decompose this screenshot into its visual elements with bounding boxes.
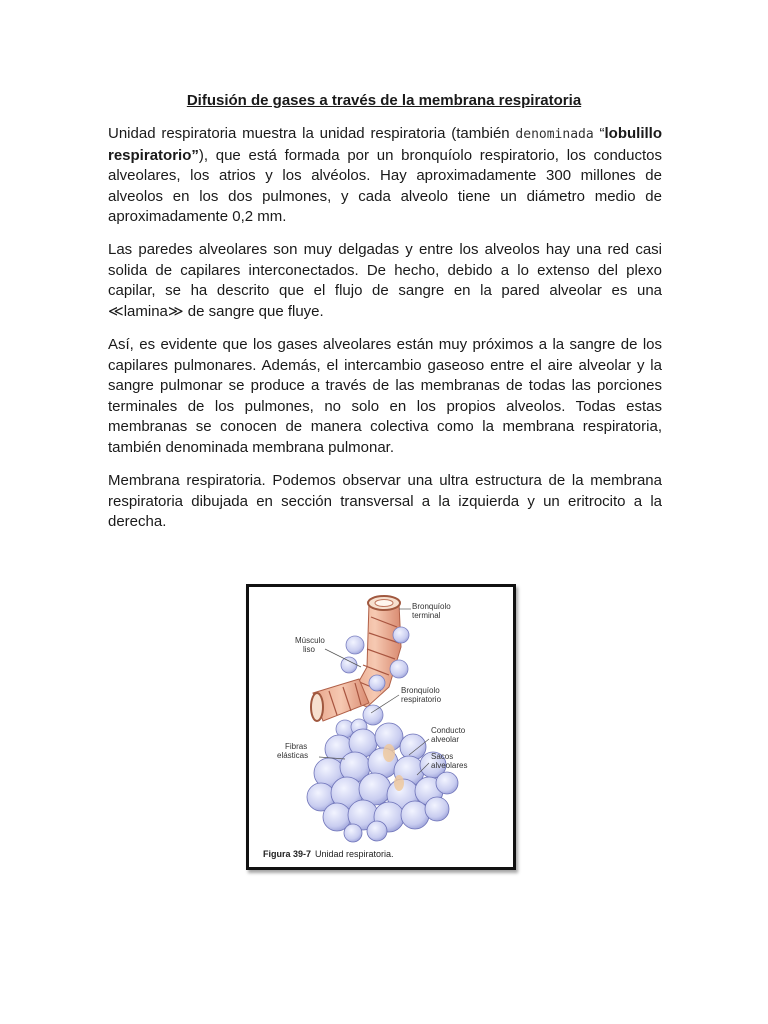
paragraph-4: Membrana respiratoria. Podemos observar una ultra estructura de la membrana respiratoria dibujada en sección transversal a la izquierda y un eritrocito a la derecha. (108, 472, 662, 530)
figure-respiratory-unit (246, 584, 516, 870)
label-conducto-alveolar-1: Conducto (431, 726, 466, 735)
paragraph-1-quote: “ (593, 125, 605, 142)
figure-caption-text: Unidad respiratoria. (315, 849, 394, 859)
paragraph-1-text-b: ), que está formada por un bronquíolo respiratorio, los conductos alveolares, los atrios y los alvéolos. Hay aproximadamente 300 millones de alveolos en los dos pulmones, y cada alveolo tiene un diámetro medio de aproximadamente 0,2 mm. (108, 146, 662, 225)
label-bronquiolo-respiratorio-2: respiratorio (401, 695, 442, 704)
paragraph-1 (108, 124, 662, 228)
respiratory-bronchiole-shape (311, 679, 369, 721)
label-fibras-elasticas-2: elásticas (277, 751, 309, 760)
paragraph-1-text-a: Unidad respiratoria muestra la unidad respiratoria (también (108, 125, 516, 142)
label-conducto-alveolar-2: alveolar (431, 735, 460, 744)
label-musculo-liso-2: liso (303, 645, 316, 654)
label-bronquiolo-respiratorio-1: Bronquíolo (401, 686, 440, 695)
label-sacos-alveolares-2: alveolares (431, 761, 468, 770)
label-bronquiolo-terminal-1: Bronquíolo (412, 602, 451, 611)
figure-caption (263, 849, 394, 859)
paragraph-1-bold-term: lobulillo respiratorio” (108, 125, 662, 164)
document-title: Difusión de gases a través de la membrana respiratoria (186, 92, 582, 109)
label-fibras-elasticas-1: Fibras (285, 742, 308, 751)
paragraph-3: Así, es evidente que los gases alveolares están muy próximos a la sangre de los capilares pulmonares. Además, el intercambio gaseoso entre el aire alveolar y la sangre pulmonar se produce a través de las membranas de todas las porciones terminales de los pulmones, no solo en los propios alveolos. Todas estas membranas se conocen de manera colectiva como la membrana respiratoria, también denominada membrana pulmonar. (108, 336, 662, 456)
respiratory-unit-illustration (249, 587, 513, 867)
label-musculo-liso-1: Músculo (295, 636, 325, 645)
label-sacos-alveolares-1: Sacos (431, 752, 454, 761)
paragraph-1-mono-word: denominada (515, 127, 594, 142)
paragraph-2: Las paredes alveolares son muy delgadas y entre los alveolos hay una red casi solida de capilares interconectados. De hecho, debido a lo extenso del plexo capilar, se ha descrito que el flujo de sangre en la pared alveolar es una ≪lamina≫ de sangre que fluye. (108, 241, 662, 320)
label-bronquiolo-terminal-2: terminal (412, 611, 441, 620)
figure-caption-number: Figura 39-7 (263, 849, 312, 859)
